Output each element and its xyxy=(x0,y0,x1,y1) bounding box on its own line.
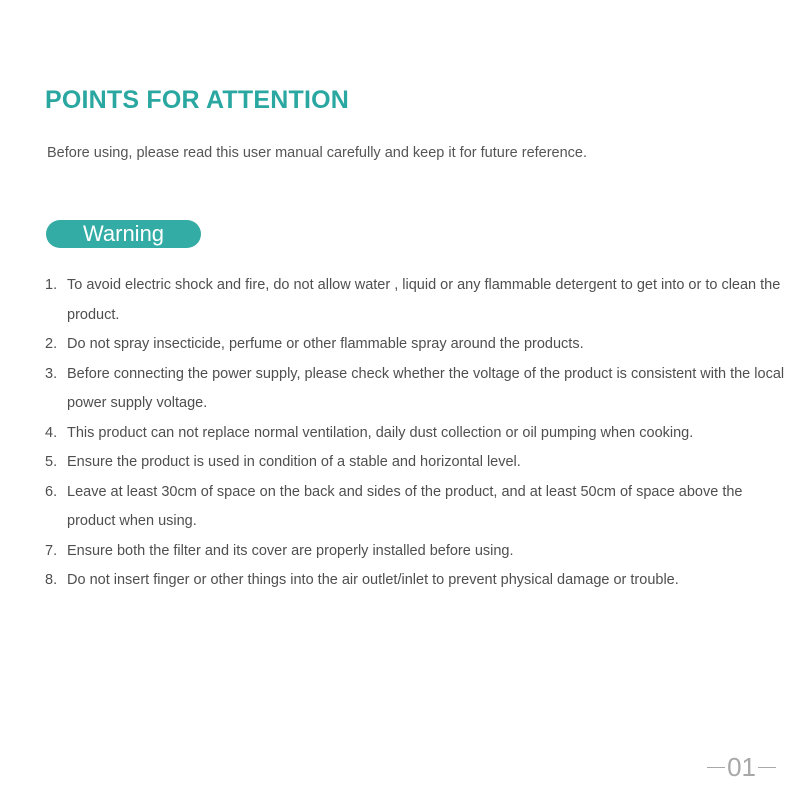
warning-item-8 xyxy=(45,566,785,596)
item-text: Leave at least 30cm of space on the back and sides of the product, and at least 50cm of space above the product when using. xyxy=(67,483,743,529)
item-text: Ensure the product is used in condition of a stable and horizontal level. xyxy=(67,454,521,470)
page-title: POINTS FOR ATTENTION xyxy=(45,86,349,114)
warning-item-2 xyxy=(45,330,785,360)
warning-item-7 xyxy=(45,537,785,567)
item-number: 4. xyxy=(45,424,58,441)
item-number: 5. xyxy=(45,454,58,470)
warning-item-3 xyxy=(45,360,785,419)
warning-badge: Warning xyxy=(46,220,201,248)
item-number: 8. xyxy=(45,572,58,588)
intro-text: Before using, please read this user manual carefully and keep it for future reference. xyxy=(47,145,588,161)
page-number xyxy=(707,752,776,783)
item-number: 3. xyxy=(45,365,58,382)
item-number: 7. xyxy=(45,542,58,559)
item-text: Do not spray insecticide, perfume or other flammable spray around the products. xyxy=(67,336,584,352)
warning-item-5 xyxy=(45,448,785,478)
item-number: 1. xyxy=(45,277,58,293)
warning-item-4 xyxy=(45,419,785,449)
warning-list xyxy=(45,271,785,596)
page-number-text: 01 xyxy=(727,752,756,782)
item-number: 2. xyxy=(45,336,58,352)
warning-item-1 xyxy=(45,271,785,330)
warning-item-6 xyxy=(45,478,785,537)
item-text: This product can not replace normal ventilation, daily dust collection or oil pumping when cooking. xyxy=(67,424,694,441)
item-text: Ensure both the filter and its cover are properly installed before using. xyxy=(67,542,514,559)
item-number: 6. xyxy=(45,483,58,500)
item-text: To avoid electric shock and fire, do not allow water , liquid or any flammable detergent to get into or to clean the product. xyxy=(67,277,781,323)
item-text: Before connecting the power supply, please check whether the voltage of the product is consistent with the local power supply voltage. xyxy=(67,365,785,411)
page-dash-right xyxy=(758,767,776,769)
page-dash-left xyxy=(707,767,725,769)
item-text: Do not insert finger or other things into the air outlet/inlet to prevent physical damage or trouble. xyxy=(67,572,679,588)
